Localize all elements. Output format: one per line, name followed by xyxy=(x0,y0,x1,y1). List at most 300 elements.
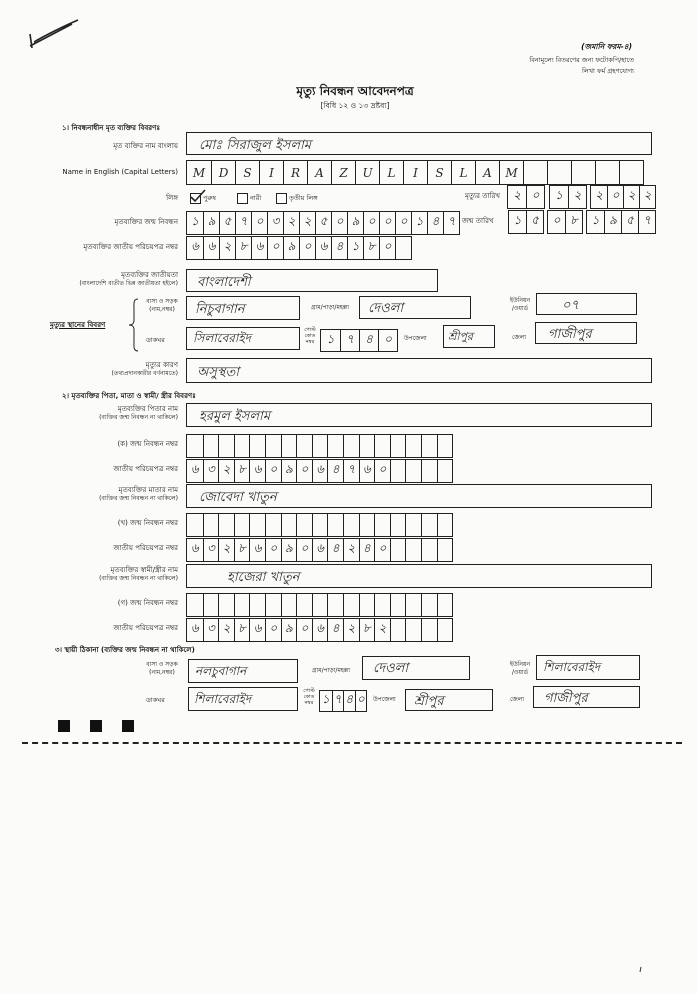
spouse-nid-digit-cell[interactable]: ৬ xyxy=(312,619,328,641)
nid-digit-cell[interactable]: ২ xyxy=(219,237,235,259)
mother-reg-digit-cell[interactable] xyxy=(359,514,375,536)
dp-upazila-label: উপজেলা xyxy=(404,335,427,342)
gender-male-checkbox[interactable] xyxy=(190,193,201,204)
birth-date-year-cell[interactable]: ১ xyxy=(591,213,600,227)
dp-union-label: ইউনিয়ন xyxy=(509,297,531,304)
pa-post-office-field[interactable] xyxy=(188,687,298,711)
spouse-nid-digit-cell[interactable]: ২ xyxy=(343,619,359,641)
mother-nid-digit-cell[interactable]: ৬ xyxy=(249,539,265,561)
marker-square xyxy=(122,720,134,732)
father-nid-digit-cell[interactable]: ৩ xyxy=(203,460,219,482)
death-date-day xyxy=(507,185,545,209)
mother-nid-digit-cell[interactable] xyxy=(421,539,437,561)
father-nid-digit-cell[interactable]: ৮ xyxy=(234,460,250,482)
spouse-nid-digit-cell[interactable] xyxy=(405,619,421,641)
spouse-name-field[interactable] xyxy=(186,564,652,588)
cause-field[interactable] xyxy=(186,358,652,383)
name-en-letter-cell[interactable]: L xyxy=(379,161,403,184)
spouse-nid-digit-cell[interactable] xyxy=(390,619,406,641)
pa-district-label: জেলা xyxy=(510,696,525,703)
spouse-nid-digit-cell[interactable]: ২ xyxy=(374,619,390,641)
birth-reg-digit-cell[interactable]: ০ xyxy=(379,212,395,234)
mother-reg-digit-cell[interactable] xyxy=(281,514,297,536)
mother-reg-digit-cell[interactable] xyxy=(187,514,203,536)
father-label-block xyxy=(20,405,178,422)
nid-digit-cell[interactable]: ৬ xyxy=(315,237,331,259)
pa-post-code-cell[interactable]: ০ xyxy=(355,691,367,711)
birth-reg-digit-cell[interactable]: ২ xyxy=(299,212,315,234)
cause-label: মৃত্যুর কারণ xyxy=(145,361,178,369)
death-date-day-cell[interactable]: ০ xyxy=(526,186,544,208)
nid-digit-cell[interactable]: ৮ xyxy=(363,237,379,259)
birth-reg-digit-cell[interactable]: ৯ xyxy=(347,212,363,234)
name-bn-value: মোঃ সিরাজুল ইসলাম xyxy=(199,138,312,153)
mother-reg-digit-cell[interactable] xyxy=(343,514,359,536)
nid-digit-cell[interactable]: ১ xyxy=(347,237,363,259)
dp-union-label-block xyxy=(505,297,535,313)
father-nid-digit-cell[interactable] xyxy=(390,460,406,482)
birth-reg-digit-cell[interactable]: ৫ xyxy=(315,212,331,234)
mother-sublabel: (ব্যক্তির জন্ম নিবন্ধন না থাকিলে) xyxy=(99,495,178,502)
section2-heading: ২। মৃতব্যক্তির পিতা, মাতা ও স্বামী/ স্ত্রীর বিবরণঃ xyxy=(62,392,196,400)
father-reg-label: (ক) জন্ম নিবন্ধন নম্বর xyxy=(117,440,178,448)
death-date-year-cell[interactable]: ২ xyxy=(595,188,603,202)
father-reg-digit-cell[interactable] xyxy=(203,435,219,457)
spouse-label: মৃতব্যক্তির স্বামী/স্ত্রীর নাম xyxy=(110,566,178,574)
dp-union-sublabel: /ওয়ার্ড xyxy=(511,305,529,312)
mother-reg-digit-cell[interactable] xyxy=(218,514,234,536)
dp-post-code-cell[interactable]: ৪ xyxy=(359,330,378,351)
spouse-reg-digit-cell[interactable] xyxy=(203,594,219,616)
gender-third-checkbox[interactable] xyxy=(276,193,287,204)
mother-nid-digit-cell[interactable] xyxy=(405,539,421,561)
birth-date-day-cell[interactable]: ১ xyxy=(513,213,522,227)
mother-nid-digit-cell[interactable]: ০ xyxy=(374,539,390,561)
birth-reg-digit-cell[interactable]: ১ xyxy=(411,212,427,234)
mother-nid-label: জাতীয় পরিচয়পত্র নম্বর xyxy=(113,544,178,552)
spouse-nid-digit-cell[interactable]: ৪ xyxy=(327,619,343,641)
spouse-reg-digit-cell[interactable] xyxy=(421,594,437,616)
father-reg-digit-cell[interactable] xyxy=(405,435,421,457)
mother-nid-digit-cell[interactable]: ৪ xyxy=(359,539,375,561)
mother-name-value: জোবেদা খাতুন xyxy=(199,490,277,505)
mother-reg-label: (খ) জন্ম নিবন্ধন নম্বর xyxy=(117,519,178,527)
pa-upazila-field[interactable] xyxy=(405,689,493,711)
marker-square xyxy=(90,720,102,732)
pa-village-label: গ্রাম/পাড়া/মহল্লা xyxy=(312,667,350,674)
father-nid-label: জাতীয় পরিচয়পত্র নম্বর xyxy=(113,465,178,473)
nationality-label: মৃতব্যক্তির জাতীয়তা xyxy=(121,271,178,279)
father-nid-digit-cell[interactable] xyxy=(437,460,453,482)
spouse-reg-label: (গ) জন্ম নিবন্ধন নম্বর xyxy=(117,599,178,607)
mother-reg-digit-cell[interactable] xyxy=(249,514,265,536)
name-en-letter-cell[interactable]: D xyxy=(211,161,235,184)
nid-digit-cell[interactable]: ০ xyxy=(379,237,395,259)
spouse-reg-digit-cell[interactable] xyxy=(374,594,390,616)
birth-date-month-cell[interactable]: ৮ xyxy=(565,211,582,233)
birth-reg-cells xyxy=(186,211,460,235)
pen-mark xyxy=(24,16,84,56)
pa-village-value: দেওলা xyxy=(373,661,409,676)
mother-reg-digit-cell[interactable] xyxy=(234,514,250,536)
spouse-nid-digit-cell[interactable] xyxy=(421,619,437,641)
gender-female-label: নারী xyxy=(250,194,262,202)
nationality-field[interactable] xyxy=(186,269,438,292)
spouse-reg-digit-cell[interactable] xyxy=(281,594,297,616)
birth-reg-digit-cell[interactable]: ৩ xyxy=(267,212,283,234)
pa-house-value: নলচুবাগান xyxy=(195,664,247,678)
name-en-letter-cell[interactable] xyxy=(547,161,571,184)
cause-label-block xyxy=(20,361,178,378)
spouse-nid-digit-cell[interactable]: ৬ xyxy=(249,619,265,641)
father-nid-digit-cell[interactable]: ৬ xyxy=(312,460,328,482)
spouse-reg-digit-cell[interactable] xyxy=(437,594,453,616)
spouse-nid-label: জাতীয় পরিচয়পত্র নম্বর xyxy=(113,624,178,632)
father-reg-cells xyxy=(186,434,453,458)
death-date-month-cell[interactable]: ২ xyxy=(568,186,586,208)
dp-post-code-cell[interactable]: ১ xyxy=(326,331,335,346)
father-nid-digit-cell[interactable]: ৪ xyxy=(327,460,343,482)
mother-nid-cells xyxy=(186,538,453,562)
birth-reg-digit-cell[interactable]: ০ xyxy=(331,212,347,234)
birth-date-day-cell[interactable]: ৫ xyxy=(526,211,543,233)
father-reg-digit-cell[interactable] xyxy=(437,435,453,457)
pa-union-label-block xyxy=(505,661,535,677)
spouse-reg-digit-cell[interactable] xyxy=(327,594,343,616)
birth-reg-digit-cell[interactable]: ২ xyxy=(283,212,299,234)
name-en-letter-cell[interactable]: S xyxy=(427,161,451,184)
birth-date-label: জন্ম তারিখ xyxy=(462,217,494,225)
nid-label: মৃতব্যক্তির জাতীয় পরিচয়পত্র নম্বর xyxy=(83,243,178,251)
name-en-letter-cell[interactable]: S xyxy=(235,161,259,184)
dp-union-value: ০৭ xyxy=(562,298,579,313)
page-title: মৃত্যু নিবন্ধন আবেদনপত্র xyxy=(296,84,414,98)
mother-reg-digit-cell[interactable] xyxy=(296,514,312,536)
father-reg-digit-cell[interactable] xyxy=(343,435,359,457)
name-en-letter-cell[interactable]: A xyxy=(307,161,331,184)
dp-post-code-cell[interactable]: ৭ xyxy=(340,330,359,351)
death-place-label: মৃত্যুর স্থানের বিবরণ xyxy=(50,321,106,329)
cause-value: অসুস্থতা xyxy=(197,365,239,380)
dp-district-field[interactable] xyxy=(535,322,637,344)
form-code: (জমানি ফরম-৪) xyxy=(581,42,632,51)
mother-reg-digit-cell[interactable] xyxy=(405,514,421,536)
death-date-month xyxy=(549,185,587,209)
dp-upazila-field[interactable] xyxy=(443,325,495,348)
mother-reg-cells xyxy=(186,513,453,537)
birth-reg-digit-cell[interactable]: ০ xyxy=(395,212,411,234)
father-nid-digit-cell[interactable]: ০ xyxy=(265,460,281,482)
spouse-reg-digit-cell[interactable] xyxy=(390,594,406,616)
brace-icon xyxy=(128,298,140,352)
name-en-letter-cell[interactable]: R xyxy=(283,161,307,184)
nid-digit-cell[interactable]: ০ xyxy=(267,237,283,259)
father-nid-digit-cell[interactable]: ৭ xyxy=(343,460,359,482)
father-nid-digit-cell[interactable] xyxy=(405,460,421,482)
dp-upazila-value: শ্রীপুর xyxy=(448,330,473,343)
name-en-letter-cell[interactable]: M xyxy=(192,165,206,180)
father-sublabel: (ব্যক্তির জন্ম নিবন্ধন না থাকিলে) xyxy=(99,414,178,421)
pa-house-label: বাসা ও সড়ক xyxy=(146,661,178,668)
mother-reg-digit-cell[interactable] xyxy=(421,514,437,536)
name-en-letter-cell[interactable]: I xyxy=(259,161,283,184)
birth-reg-digit-cell[interactable]: ৭ xyxy=(235,212,251,234)
mother-label-block xyxy=(20,486,178,503)
spouse-nid-digit-cell[interactable]: ০ xyxy=(296,619,312,641)
father-reg-digit-cell[interactable] xyxy=(281,435,297,457)
pa-district-field[interactable] xyxy=(533,686,640,708)
mother-nid-digit-cell[interactable]: ৮ xyxy=(234,539,250,561)
birth-date-day xyxy=(508,210,544,234)
nid-digit-cell[interactable]: ০ xyxy=(299,237,315,259)
spouse-reg-digit-cell[interactable] xyxy=(405,594,421,616)
nid-digit-cell[interactable]: ৬ xyxy=(191,239,199,253)
mother-label: মৃতব্যক্তির মাতার নাম xyxy=(118,486,178,494)
mother-nid-digit-cell[interactable] xyxy=(390,539,406,561)
nid-digit-cell[interactable]: ৬ xyxy=(251,237,267,259)
name-en-letter-cell[interactable]: A xyxy=(475,161,499,184)
spouse-reg-digit-cell[interactable] xyxy=(343,594,359,616)
birth-reg-digit-cell[interactable]: ০ xyxy=(363,212,379,234)
pa-post-office-label: ডাকঘর xyxy=(146,696,165,704)
name-en-letter-cell[interactable]: L xyxy=(451,161,475,184)
mother-nid-digit-cell[interactable]: ২ xyxy=(218,539,234,561)
spouse-nid-digit-cell[interactable] xyxy=(437,619,453,641)
gender-male-label: পুরুষ xyxy=(203,194,216,202)
mother-nid-digit-cell[interactable]: ৬ xyxy=(312,539,328,561)
spouse-reg-cells xyxy=(186,593,453,617)
mother-reg-digit-cell[interactable] xyxy=(203,514,219,536)
mother-nid-digit-cell[interactable]: ৩ xyxy=(203,539,219,561)
pa-post-code-cell[interactable]: ৭ xyxy=(332,691,344,711)
marker-square xyxy=(58,720,70,732)
spouse-label-block xyxy=(20,566,178,583)
nid-cells xyxy=(186,236,412,260)
spouse-reg-digit-cell[interactable] xyxy=(249,594,265,616)
pa-union-value: শিলাবেরাইদ xyxy=(543,660,601,674)
name-en-cells xyxy=(186,160,644,185)
dp-village-value: দেওলা xyxy=(368,301,404,316)
mother-name-field[interactable] xyxy=(186,484,652,508)
pa-post-code-cell[interactable]: ১ xyxy=(321,692,330,706)
father-reg-digit-cell[interactable] xyxy=(312,435,328,457)
mother-nid-digit-cell[interactable]: ০ xyxy=(296,539,312,561)
birth-date-year-cell[interactable]: ৭ xyxy=(638,211,655,233)
father-reg-digit-cell[interactable] xyxy=(296,435,312,457)
dp-post-office-value: সিলাবেরাইদ xyxy=(193,331,251,345)
nationality-sublabel: (বাংলাদেশি ব্যতীত ভিন্ন জাতীয়তা হইলে) xyxy=(79,280,178,287)
name-en-letter-cell[interactable]: U xyxy=(355,161,379,184)
father-name-field[interactable] xyxy=(186,403,652,427)
birth-reg-digit-cell[interactable]: ০ xyxy=(251,212,267,234)
stray-mark xyxy=(638,966,644,974)
birth-date-year-cell[interactable]: ৫ xyxy=(621,211,638,233)
father-reg-digit-cell[interactable] xyxy=(327,435,343,457)
spouse-name-value: হাজেরা খাতুন xyxy=(227,570,300,585)
birth-date-month xyxy=(547,210,583,234)
birth-date-year-cell[interactable]: ৯ xyxy=(604,211,621,233)
mother-reg-digit-cell[interactable] xyxy=(327,514,343,536)
pa-house-sublabel: (নাম,নম্বর) xyxy=(149,669,175,676)
mother-reg-digit-cell[interactable] xyxy=(390,514,406,536)
spouse-nid-digit-cell[interactable]: ৬ xyxy=(190,621,199,635)
spouse-sublabel: (ব্যক্তির জন্ম নিবন্ধন না থাকিলে) xyxy=(99,575,178,582)
gender-label: লিঙ্গ xyxy=(166,194,178,202)
pa-village-field[interactable] xyxy=(362,656,470,680)
dp-house-value: নিচুবাগান xyxy=(195,302,245,317)
section3-heading: ৩। স্থায়ী ঠিকানা (ব্যক্তির জন্ম নিবন্ধন না থাকিলে) xyxy=(55,646,195,654)
dp-district-label: জেলা xyxy=(512,334,527,341)
dp-house-sublabel: (নাম,নম্বর) xyxy=(149,306,175,313)
name-en-letter-cell[interactable] xyxy=(619,161,643,184)
pa-house-field[interactable] xyxy=(188,659,298,683)
pa-district-value: গাজীপুর xyxy=(544,691,588,706)
header-note-line2: লিখা ফর্ম গ্রহণযোগ্য xyxy=(582,67,634,75)
name-en-letter-cell[interactable]: M xyxy=(499,161,523,184)
father-reg-digit-cell[interactable] xyxy=(187,435,203,457)
nationality-value: বাংলাদেশী xyxy=(197,275,251,290)
spouse-nid-cells xyxy=(186,618,453,642)
birth-reg-digit-cell[interactable]: ৪ xyxy=(427,212,443,234)
father-nid-digit-cell[interactable]: ০ xyxy=(374,460,390,482)
spouse-reg-digit-cell[interactable] xyxy=(312,594,328,616)
father-reg-digit-cell[interactable] xyxy=(265,435,281,457)
father-reg-digit-cell[interactable] xyxy=(421,435,437,457)
father-reg-digit-cell[interactable] xyxy=(390,435,406,457)
father-nid-digit-cell[interactable]: ৬ xyxy=(359,460,375,482)
dp-village-field[interactable] xyxy=(359,296,471,319)
spouse-reg-digit-cell[interactable] xyxy=(359,594,375,616)
mother-nid-digit-cell[interactable]: ০ xyxy=(265,539,281,561)
gender-female-checkbox[interactable] xyxy=(237,193,248,204)
name-bn-field[interactable] xyxy=(186,132,652,155)
nid-digit-cell[interactable]: ৮ xyxy=(235,237,251,259)
father-name-value: হরমুল ইসলাম xyxy=(199,409,271,424)
name-en-letter-cell[interactable] xyxy=(595,161,619,184)
section1-heading: ১। নিবন্ধনাধীন মৃত ব্যক্তির বিবরণঃ xyxy=(62,124,161,132)
dp-post-code-cell[interactable]: ০ xyxy=(378,330,397,351)
pa-upazila-value: শ্রীপুর xyxy=(414,694,444,709)
header-note-line1: বিনামূল্যে বিতরণের জন্য ফটোকপি/হাতে xyxy=(529,56,634,64)
death-date-day-cell[interactable]: ২ xyxy=(513,188,521,202)
pa-post-code-cell[interactable]: ৪ xyxy=(343,691,355,711)
birth-date-month-cell[interactable]: ০ xyxy=(552,213,561,227)
death-date-year-cell[interactable]: ২ xyxy=(623,186,639,208)
mother-nid-digit-cell[interactable] xyxy=(437,539,453,561)
death-date-label: মৃত্যুর তারিখ xyxy=(465,192,500,200)
father-reg-digit-cell[interactable] xyxy=(218,435,234,457)
cut-line xyxy=(22,742,682,744)
father-nid-digit-cell[interactable]: ৬ xyxy=(249,460,265,482)
spouse-reg-digit-cell[interactable] xyxy=(234,594,250,616)
birth-reg-digit-cell[interactable]: ১ xyxy=(191,214,199,228)
death-date-month-cell[interactable]: ১ xyxy=(555,188,563,202)
mother-reg-digit-cell[interactable] xyxy=(437,514,453,536)
mother-nid-digit-cell[interactable]: ৪ xyxy=(327,539,343,561)
mother-reg-digit-cell[interactable] xyxy=(265,514,281,536)
spouse-reg-digit-cell[interactable] xyxy=(218,594,234,616)
mother-nid-digit-cell[interactable]: ৬ xyxy=(190,541,199,555)
spouse-nid-digit-cell[interactable]: ৮ xyxy=(234,619,250,641)
father-label: মৃতব্যক্তির পিতার নাম xyxy=(117,405,178,413)
father-reg-digit-cell[interactable] xyxy=(359,435,375,457)
dp-post-code-cells xyxy=(320,329,398,352)
dp-post-office-label: ডাকঘর xyxy=(146,336,165,344)
father-reg-digit-cell[interactable] xyxy=(234,435,250,457)
birth-reg-label: মৃতব্যক্তির জন্ম নিবন্ধন xyxy=(114,218,178,226)
father-nid-cells xyxy=(186,459,453,483)
father-reg-digit-cell[interactable] xyxy=(374,435,390,457)
nid-digit-cell[interactable] xyxy=(395,237,411,259)
name-en-letter-cell[interactable]: Z xyxy=(331,161,355,184)
cause-sublabel: (তথ্যপ্রদানকারীর বর্ণনামতে) xyxy=(111,370,178,377)
spouse-nid-digit-cell[interactable]: ২ xyxy=(218,619,234,641)
dp-village-label: গ্রাম/পাড়া/মহল্লা xyxy=(311,304,349,311)
spouse-nid-digit-cell[interactable]: ০ xyxy=(265,619,281,641)
name-bn-label: মৃত ব্যক্তির নাম বাংলায় xyxy=(113,142,178,150)
death-date-year xyxy=(590,185,656,209)
pa-post-code-label: পোস্ট কোড নম্বর xyxy=(303,688,315,706)
nid-digit-cell[interactable]: ৬ xyxy=(203,237,219,259)
mother-nid-digit-cell[interactable]: ৯ xyxy=(281,539,297,561)
dp-district-value: গাজীপুর xyxy=(548,327,592,342)
birth-reg-digit-cell[interactable]: ৭ xyxy=(443,212,459,234)
birth-reg-digit-cell[interactable]: ৫ xyxy=(219,212,235,234)
name-en-label: Name in English (Capital Letters) xyxy=(62,168,178,176)
page-subtitle: [বিধি ১২ ও ১৩ দ্রষ্টব্য] xyxy=(320,101,390,110)
spouse-nid-digit-cell[interactable]: ৯ xyxy=(281,619,297,641)
name-en-letter-cell[interactable] xyxy=(523,161,547,184)
birth-reg-digit-cell[interactable]: ৯ xyxy=(203,212,219,234)
pa-house-label-block xyxy=(140,661,184,677)
pa-post-code-cells xyxy=(319,690,367,712)
spouse-reg-digit-cell[interactable] xyxy=(265,594,281,616)
death-date-year-cell[interactable]: ০ xyxy=(607,186,623,208)
name-en-letter-cell[interactable] xyxy=(571,161,595,184)
father-nid-digit-cell[interactable]: ০ xyxy=(296,460,312,482)
birth-date-year xyxy=(586,210,656,234)
father-reg-digit-cell[interactable] xyxy=(249,435,265,457)
father-nid-digit-cell[interactable]: ২ xyxy=(218,460,234,482)
dp-house-label: বাসা ও সড়ক xyxy=(146,298,178,305)
nid-digit-cell[interactable]: ৯ xyxy=(283,237,299,259)
dp-union-field[interactable] xyxy=(536,293,637,315)
nid-digit-cell[interactable]: ৪ xyxy=(331,237,347,259)
dp-post-code-label: পোস্ট কোড নম্বর xyxy=(304,327,316,345)
pa-post-office-value: শিলাবেরাইদ xyxy=(194,692,252,706)
mother-reg-digit-cell[interactable] xyxy=(312,514,328,536)
name-en-letter-cell[interactable]: I xyxy=(403,161,427,184)
death-date-year-cell[interactable]: ২ xyxy=(639,186,655,208)
pa-union-field[interactable] xyxy=(536,655,640,680)
mother-nid-digit-cell[interactable]: ২ xyxy=(343,539,359,561)
dp-post-office-field[interactable] xyxy=(186,327,300,350)
pa-union-label: ইউনিয়ন xyxy=(509,661,531,668)
father-nid-digit-cell[interactable] xyxy=(421,460,437,482)
spouse-nid-digit-cell[interactable]: ৮ xyxy=(359,619,375,641)
pa-union-sublabel: /ওয়ার্ড xyxy=(511,669,529,676)
pa-upazila-label: উপজেলা xyxy=(373,696,396,703)
father-nid-digit-cell[interactable]: ৯ xyxy=(281,460,297,482)
dp-house-label-block xyxy=(140,298,184,314)
father-nid-digit-cell[interactable]: ৬ xyxy=(190,462,199,476)
mother-reg-digit-cell[interactable] xyxy=(374,514,390,536)
spouse-reg-digit-cell[interactable] xyxy=(187,594,203,616)
spouse-reg-digit-cell[interactable] xyxy=(296,594,312,616)
spouse-nid-digit-cell[interactable]: ৩ xyxy=(203,619,219,641)
gender-third-label: তৃতীয় লিঙ্গ xyxy=(289,194,318,202)
dp-house-field[interactable] xyxy=(186,296,300,320)
